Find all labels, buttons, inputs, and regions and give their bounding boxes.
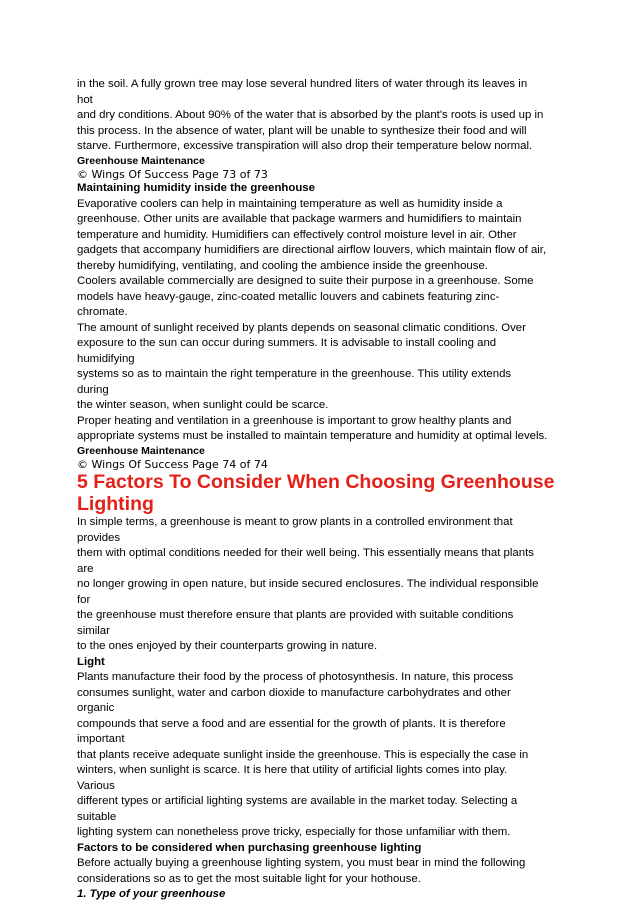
text-line: lighting system can nonetheless prove tricky, especially for those unfamiliar with them. <box>77 826 511 838</box>
text-line: Evaporative coolers can help in maintaining temperature as well as humidity inside a <box>77 197 503 210</box>
text-line: suitable <box>77 810 117 823</box>
paragraph-light <box>77 670 573 841</box>
text-line: this process. In the absence of water, plant will be unable to synthesize their food and will <box>77 124 527 137</box>
text-line: during <box>77 383 109 396</box>
footer-title: Greenhouse Maintenance <box>77 444 205 457</box>
text-line: important <box>77 733 125 745</box>
text-line: the greenhouse must therefore ensure that plants are provided with suitable conditions <box>77 609 514 621</box>
text-line: hot <box>77 93 93 106</box>
subsection-heading-type: 1. Type of your greenhouse <box>77 888 226 900</box>
text-line: them with optimal conditions needed for their well being. This essentially means that plants <box>77 547 534 559</box>
text-line: thereby humidifying, ventilating, and cooling the ambience inside the greenhouse. <box>77 259 488 272</box>
chapter-title <box>77 471 573 515</box>
text-line: Plants manufacture their food by the process of photosynthesis. In nature, this process <box>77 671 514 683</box>
document-page <box>77 77 573 903</box>
footer-page-number: © Wings Of Success Page 73 of 73 <box>77 167 268 181</box>
footer-title: Greenhouse Maintenance <box>77 154 205 167</box>
text-line: different types or artificial lighting systems are available in the market today. Selecting a <box>77 795 518 807</box>
text-line: similar <box>77 624 110 637</box>
text-line: temperature and humidity. Humidifiers can effectively control moisture level in air. Other <box>77 228 517 241</box>
text-line: for <box>77 593 91 606</box>
text-line: are <box>77 562 94 575</box>
text-line: to the ones enjoyed by their counterparts growing in nature. <box>77 640 378 652</box>
text-line: Before actually buying a greenhouse lighting system, you must bear in mind the following <box>77 857 526 869</box>
text-line: Various <box>77 779 115 792</box>
paragraph-transpiration <box>77 77 573 155</box>
chapter-title-line: Lighting <box>77 493 154 515</box>
text-line: greenhouse. Other units are available that package warmers and humidifiers to maintain <box>77 213 522 225</box>
text-line: the winter season, when sunlight could be scarce. <box>77 399 329 411</box>
text-line: and dry conditions. About 90% of the water that is absorbed by the plant's roots is used up in <box>77 109 544 121</box>
text-line: no longer growing in open nature, but inside secured enclosures. The individual responsible <box>77 578 539 590</box>
footer-page-number: © Wings Of Success Page 74 of 74 <box>77 457 268 471</box>
text-line: winters, when sunlight is scarce. It is here that utility of artificial lights comes into play. <box>77 764 508 776</box>
text-line: gadgets that accompany humidifiers are directional airflow louvers, which maintain flow of air, <box>77 244 547 256</box>
text-line: consumes sunlight, water and carbon dioxide to manufacture carbohydrates and other <box>77 686 511 699</box>
text-line: compounds that serve a food and are essential for the growth of plants. It is therefore <box>77 717 506 730</box>
text-line: The amount of sunlight received by plants depends on seasonal climatic conditions. Over <box>77 321 526 334</box>
text-line: starve. Furthermore, excessive transpiration will also drop their temperature below normal. <box>77 140 533 152</box>
text-line: organic <box>77 702 115 714</box>
text-line: Coolers available commercially are designed to suite their purpose in a greenhouse. Some <box>77 275 534 287</box>
text-line: Proper heating and ventilation in a greenhouse is important to grow healthy plants and <box>77 414 512 427</box>
paragraph-humidity <box>77 197 573 445</box>
chapter-title-line: 5 Factors To Consider When Choosing Greenhouse <box>77 471 555 493</box>
text-line: provides <box>77 531 121 544</box>
text-line: humidifying <box>77 352 135 365</box>
text-line: that plants receive adequate sunlight inside the greenhouse. This is especially the case in <box>77 748 529 761</box>
section-heading-light: Light <box>77 655 105 668</box>
text-line: chromate. <box>77 306 128 318</box>
paragraph-intro <box>77 515 573 655</box>
text-line: appropriate systems must be installed to maintain temperature and humidity at optimal levels. <box>77 430 548 442</box>
text-line: considerations so as to get the most suitable light for your hothouse. <box>77 872 421 885</box>
text-line: models have heavy-gauge, zinc-coated metallic louvers and cabinets featuring zinc- <box>77 290 500 303</box>
section-heading-factors: Factors to be considered when purchasing greenhouse lighting <box>77 841 422 854</box>
paragraph-factors <box>77 856 573 887</box>
text-line: exposure to the sun can occur during summers. It is advisable to install cooling and <box>77 337 497 349</box>
text-line: systems so as to maintain the right temperature in the greenhouse. This utility extends <box>77 368 512 380</box>
text-line: In simple terms, a greenhouse is meant to grow plants in a controlled environment that <box>77 516 513 528</box>
text-line: in the soil. A fully grown tree may lose several hundred liters of water through its leaves in <box>77 78 528 90</box>
section-heading-humidity: Maintaining humidity inside the greenhouse <box>77 182 315 194</box>
